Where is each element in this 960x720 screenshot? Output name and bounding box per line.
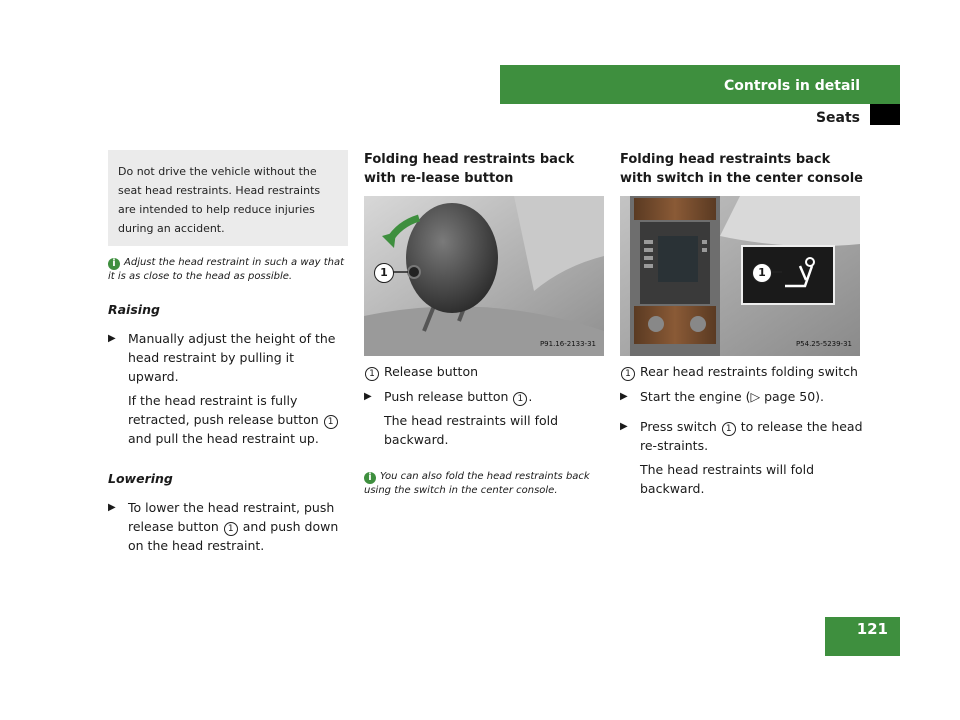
column-1 — [108, 150, 348, 560]
callout-1-icon: 1 — [621, 367, 635, 381]
step-arrow-icon: ▶ — [620, 421, 628, 432]
thumb-index-marker — [870, 104, 900, 125]
subsection-title: Seats — [815, 110, 860, 126]
lowering-step — [108, 498, 348, 560]
col2-step — [364, 387, 609, 454]
page-number: 121 — [856, 620, 888, 638]
image-code: P91.16-2133-31 — [539, 340, 596, 348]
legend-item — [620, 362, 865, 381]
col2-step-text: Push release button 1 . — [384, 389, 533, 404]
raising-heading: Raising — [108, 302, 160, 317]
callout-1-icon: 1 — [224, 522, 238, 536]
center-console-photo — [620, 196, 860, 356]
col2-heading: Folding head restraints back with re-lease button — [364, 152, 575, 186]
legend-item — [364, 362, 609, 381]
step-arrow-icon: ▶ — [108, 502, 116, 513]
info-text: Adjust the head restraint in such a way that it is as close to the head as possible. — [108, 257, 345, 282]
step-arrow-icon: ▶ — [108, 333, 116, 344]
col3-step-1 — [620, 387, 865, 411]
callout-1-icon: 1 — [513, 392, 527, 406]
col3-heading: Folding head restraints back with switch in the center console — [620, 152, 863, 186]
page-number-box — [825, 617, 900, 656]
lowering-heading: Lowering — [108, 471, 173, 486]
col3-step1-text: Start the engine (▷ page 50). — [640, 389, 825, 404]
step-arrow-icon: ▶ — [620, 391, 628, 402]
info-note — [108, 256, 348, 284]
warning-box — [108, 150, 348, 246]
center-console-illustration — [620, 196, 860, 356]
section-title: Controls in detail — [724, 78, 860, 94]
image-code: P54.25-5239-31 — [795, 340, 852, 348]
column-3 — [620, 150, 865, 503]
raising-note: If the head restraint is fully retracted, push release button 1 and pull the head restraint up. — [128, 391, 348, 448]
callout-1-icon: 1 — [324, 415, 338, 429]
callout-1-icon: 1 — [374, 263, 394, 283]
raising-step-text: Manually adjust the height of the head restraint by pulling it upward. — [128, 331, 336, 384]
info-icon: i — [364, 472, 376, 484]
callout-1-icon: 1 — [722, 422, 736, 436]
col3-step2-text: Press switch 1 to release the head re-straints. — [640, 419, 863, 453]
info-icon: i — [108, 258, 120, 270]
head-restraint-photo — [364, 196, 604, 356]
warning-text: Do not drive the vehicle without the seat head restraints. Head restraints are intended to help reduce injuries during an accident. — [118, 165, 321, 235]
raising-step — [108, 329, 348, 453]
legend-text: Rear head restraints folding switch — [639, 364, 858, 379]
info-note — [364, 470, 609, 498]
column-2 — [364, 150, 609, 498]
head-restraint-illustration — [364, 196, 604, 356]
col2-result: The head restraints will fold backward. — [384, 413, 559, 447]
callout-1-icon: 1 — [365, 367, 379, 381]
step-arrow-icon: ▶ — [364, 391, 372, 402]
section-header-bar — [500, 65, 900, 104]
lowering-step-text: To lower the head restraint, push release button 1 and push down on the head restraint. — [128, 500, 339, 553]
col3-step-2 — [620, 417, 865, 503]
info-text: You can also fold the head restraints back using the switch in the center console. — [364, 471, 590, 496]
legend-text: Release button — [383, 364, 479, 379]
col3-result: The head restraints will fold backward. — [640, 462, 815, 496]
callout-1-icon: 1 — [752, 263, 772, 283]
